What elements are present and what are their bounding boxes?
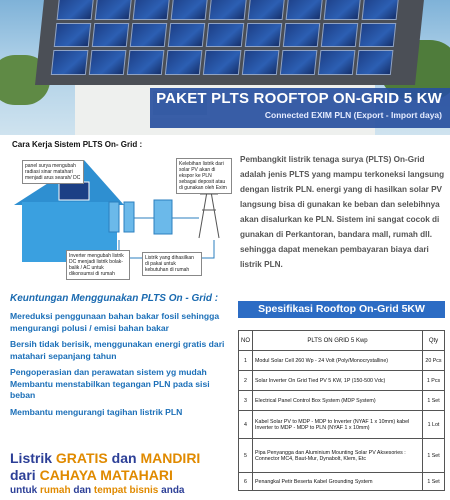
table-row bbox=[239, 473, 445, 491]
solar-panel-array bbox=[51, 0, 399, 75]
row-number: 4 bbox=[239, 411, 253, 439]
row-item: Penangkal Petir Beserta Kabel Grounding System bbox=[253, 473, 423, 491]
advantage-item: Bersih tidak berisik, menggunakan energi gratis dari matahari sepanjang tahun bbox=[10, 339, 225, 361]
diagram-note-usage: Listrik yang dihasilkan di pakai untuk kebutuhan di rumah bbox=[142, 252, 202, 276]
row-item: Modul Solar Cell 260 Wp - 24 Volt (Poly/Monocrystalline) bbox=[253, 351, 423, 371]
intro-paragraph: Pembangkit listrik tenaga surya (PLTS) On-Grid adalah jenis PLTS yang mampu terkoneksi langsung dengan listrik PLN. energi yang di hasilkan solar PV langsung bisa di gunakan ke beban dan selebihnya akan disalurkan ke PLN. Sistem ini sangat cocok di gunakan di Perkantoran, bandara mall, rumah dll. sehingga dapat menekan pembayaran biaya dari listrik PLN. bbox=[240, 155, 445, 269]
page-title: PAKET PLTS ROOFTOP ON-GRID 5 KW bbox=[156, 90, 442, 107]
row-number: 2 bbox=[239, 371, 253, 391]
column-header: Qty bbox=[423, 331, 445, 351]
row-qty: 20 Pcs bbox=[423, 351, 445, 371]
spec-heading: Spesifikasi Rooftop On-Grid 5KW bbox=[238, 301, 445, 318]
spec-table bbox=[238, 330, 445, 491]
meter-icon bbox=[124, 202, 134, 232]
row-qty: 1 Pcs bbox=[423, 371, 445, 391]
slogan-line-3: untuk rumah dan tempat bisnis anda bbox=[10, 485, 185, 496]
advantage-item: Mereduksi penggunaan bahan bakar fosil sehingga mengurangi polusi / emisi bahan bakar bbox=[10, 311, 220, 333]
diagram-heading: Cara Kerja Sistem PLTS On- Grid : bbox=[12, 140, 143, 149]
row-qty: 1 Set bbox=[423, 391, 445, 411]
table-header-row bbox=[239, 331, 445, 351]
slogan-line-2: dari CAHAYA MATAHARI bbox=[10, 467, 173, 483]
title-banner bbox=[150, 88, 450, 128]
table-row bbox=[239, 439, 445, 473]
row-number: 1 bbox=[239, 351, 253, 371]
inverter-icon bbox=[109, 202, 119, 232]
row-item: Solar Inverter On Grid Tied PV 5 KW, 1P (150-500 Vdc) bbox=[253, 371, 423, 391]
advantage-item: Pengoperasian dan perawatan sistem yg mudah Membantu menstabilkan tegangan PLN pada sisi beban bbox=[10, 367, 210, 400]
row-item: Pipa Penyangga dan Aluminium Mounting Solar PV Aksesories : Connector MC4, Baut-Mur, Dynabolt, Klem, Etc bbox=[253, 439, 423, 473]
solar-panel-icon bbox=[59, 182, 89, 200]
diagram-note-inverter: Inverter mengubah listrik DC menjadi listrik bolak-balik / AC untuk dikonsumsi di rumah bbox=[66, 250, 130, 280]
diagram-note-panel: panel surya mengubah radiasi sinar matahari menjadi arus searah/ DC bbox=[22, 160, 84, 184]
table-row bbox=[239, 351, 445, 371]
row-item: Kabel Solar PV to MDP - MDP to Inverter (NYAF 1 x 10mm) kabel Inverter to MDP - MDP to PLN (NYAF 1 x 10mm) bbox=[253, 411, 423, 439]
table-row bbox=[239, 371, 445, 391]
column-header: PLTS ON GRID 5 Kwp bbox=[253, 331, 423, 351]
row-number: 6 bbox=[239, 473, 253, 491]
table-row bbox=[239, 411, 445, 439]
row-qty: 1 Set bbox=[423, 473, 445, 491]
column-header: NO bbox=[239, 331, 253, 351]
row-qty: 1 Lot bbox=[423, 411, 445, 439]
row-number: 3 bbox=[239, 391, 253, 411]
slogan-line-1: Listrik GRATIS dan MANDIRI bbox=[10, 450, 201, 466]
row-item: Electrical Panel Control Box System (MDP System) bbox=[253, 391, 423, 411]
table-row bbox=[239, 391, 445, 411]
diagram-note-export: Kelebihan listrik dari solar PV akan di ekspor ke PLN sebagai deposit atau di gunakan oleh Exim bbox=[176, 158, 232, 194]
row-qty: 1 Set bbox=[423, 439, 445, 473]
page-subtitle: Connected EXIM PLN (Export - Import daya) bbox=[264, 110, 442, 120]
row-number: 5 bbox=[239, 439, 253, 473]
hero-photo bbox=[0, 0, 450, 135]
panel-box-icon bbox=[154, 200, 172, 234]
advantages-list bbox=[10, 311, 235, 423]
advantage-item: Membantu mengurangi tagihan listrik PLN bbox=[10, 406, 183, 417]
advantages-heading: Keuntungan Menggunakan PLTS On - Grid : bbox=[10, 293, 219, 304]
